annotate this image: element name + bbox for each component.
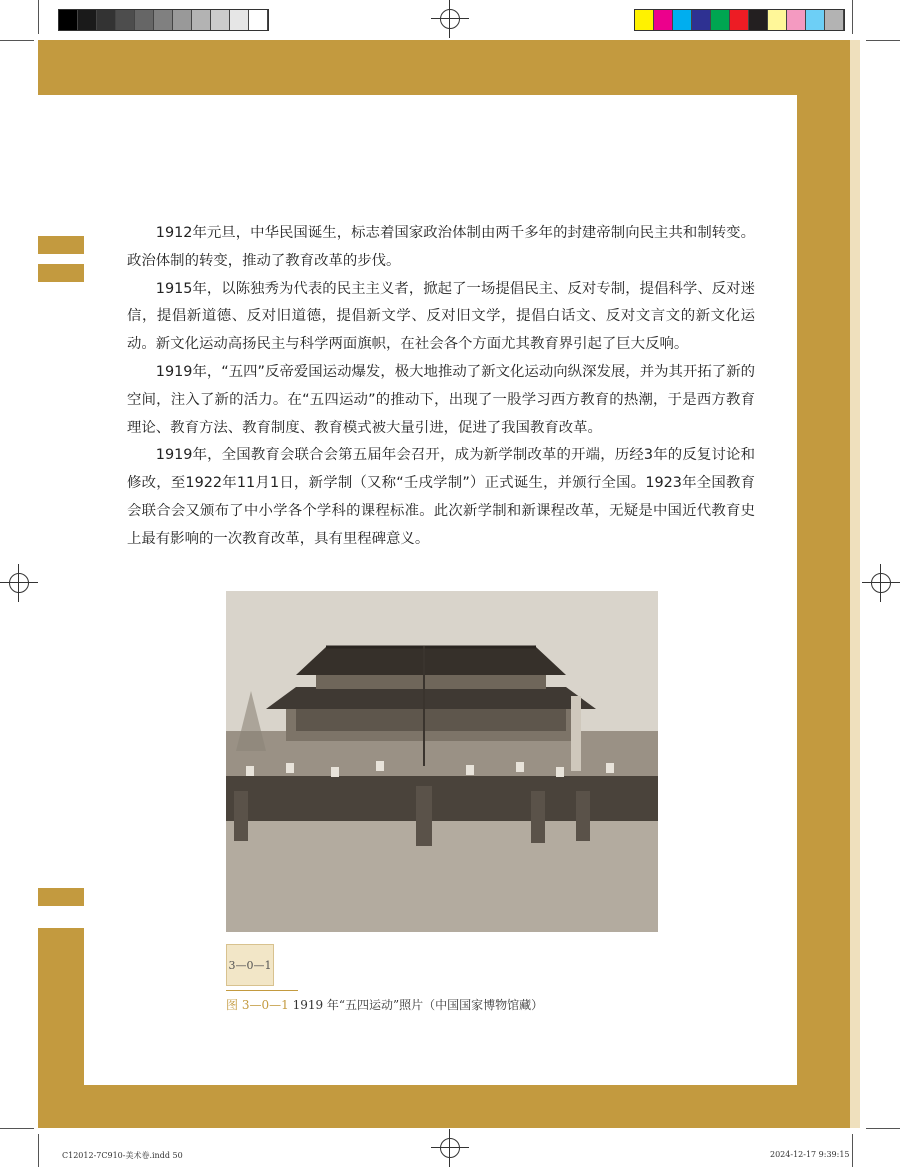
crop-mark (0, 1128, 34, 1129)
crop-mark (852, 1134, 853, 1167)
color-swatch (787, 10, 806, 30)
body-text (127, 220, 755, 554)
crop-mark (0, 40, 34, 41)
gray-swatch (116, 10, 135, 30)
gray-swatch (173, 10, 192, 30)
registration-mark-left (0, 564, 38, 602)
gray-swatch (59, 10, 78, 30)
registration-mark-right (862, 564, 900, 602)
paragraph: 1919年，全国教育会联合会第五届年会召开，成为新学制改革的开端，历经3年的反复讨论和修改，至1922年11月1日，新学制（又称“壬戌学制”）正式诞生，并颁行全国。1923年全国教育会联合会又颁布了中小学各个学科的课程标准。此次新学制和新课程改革，无疑是中国近代教育史上最有影响的一次教育改革，具有里程碑意义。 (127, 447, 755, 547)
slug-timestamp: 2024-12-17 9:39:15 (770, 1150, 850, 1159)
crop-mark (866, 40, 900, 41)
page-frame-edge (850, 40, 860, 1128)
figure-caption (226, 996, 543, 1013)
color-swatch (730, 10, 749, 30)
gray-swatch (135, 10, 154, 30)
historical-photo (226, 591, 658, 932)
process-color-bar (634, 9, 845, 31)
crop-mark (38, 1134, 39, 1167)
gray-swatch (154, 10, 173, 30)
color-swatch (825, 10, 844, 30)
paragraph: 1915年，以陈独秀为代表的民主主义者，掀起了一场提倡民主、反对专制，提倡科学、反对迷信，提倡新道德、反对旧道德，提倡新文学、反对旧文学，提倡白话文、反对文言文的新文化运动。新文化运动高扬民主与科学两面旗帜，在社会各个方面尤其教育界引起了巨大反响。 (127, 280, 755, 353)
paragraph: 1912年元旦，中华民国诞生，标志着国家政治体制由两千多年的封建帝制向民主共和制转变。政治体制的转变，推动了教育改革的步伐。 (127, 225, 755, 269)
margin-tab-second (38, 264, 84, 282)
figure-label-box: 3—0—1 (226, 944, 274, 986)
color-swatch (711, 10, 730, 30)
slug-file-name: C12012-7C910-美术卷.indd 50 (62, 1151, 183, 1160)
registration-mark-bottom (431, 1129, 469, 1167)
gray-swatch (230, 10, 249, 30)
margin-tab-bottom (38, 928, 84, 1088)
caption-text: 1919 年“五四运动”照片（中国国家博物馆藏） (292, 998, 544, 1012)
margin-tab-top (38, 236, 84, 254)
registration-mark-top (431, 0, 469, 38)
crop-mark (852, 0, 853, 34)
gray-swatch (249, 10, 268, 30)
gray-swatch (192, 10, 211, 30)
crop-mark (866, 1128, 900, 1129)
gray-swatch (97, 10, 116, 30)
color-swatch (673, 10, 692, 30)
margin-tab-lower (38, 888, 84, 906)
crop-mark (38, 0, 39, 34)
caption-rule (226, 990, 298, 991)
gray-swatch (78, 10, 97, 30)
color-swatch (635, 10, 654, 30)
color-swatch (654, 10, 673, 30)
grayscale-color-bar (58, 9, 269, 31)
color-swatch (768, 10, 787, 30)
color-swatch (806, 10, 825, 30)
color-swatch (692, 10, 711, 30)
caption-number: 图 3—0—1 (226, 998, 289, 1012)
gray-swatch (211, 10, 230, 30)
paragraph: 1919年，“五四”反帝爱国运动爆发，极大地推动了新文化运动向纵深发展，并为其开拓了新的空间，注入了新的活力。在“五四运动”的推动下，出现了一股学习西方教育的热潮，于是西方教育理论、教育方法、教育制度、教育模式被大量引进，促进了我国教育改革。 (127, 363, 755, 436)
color-swatch (749, 10, 768, 30)
